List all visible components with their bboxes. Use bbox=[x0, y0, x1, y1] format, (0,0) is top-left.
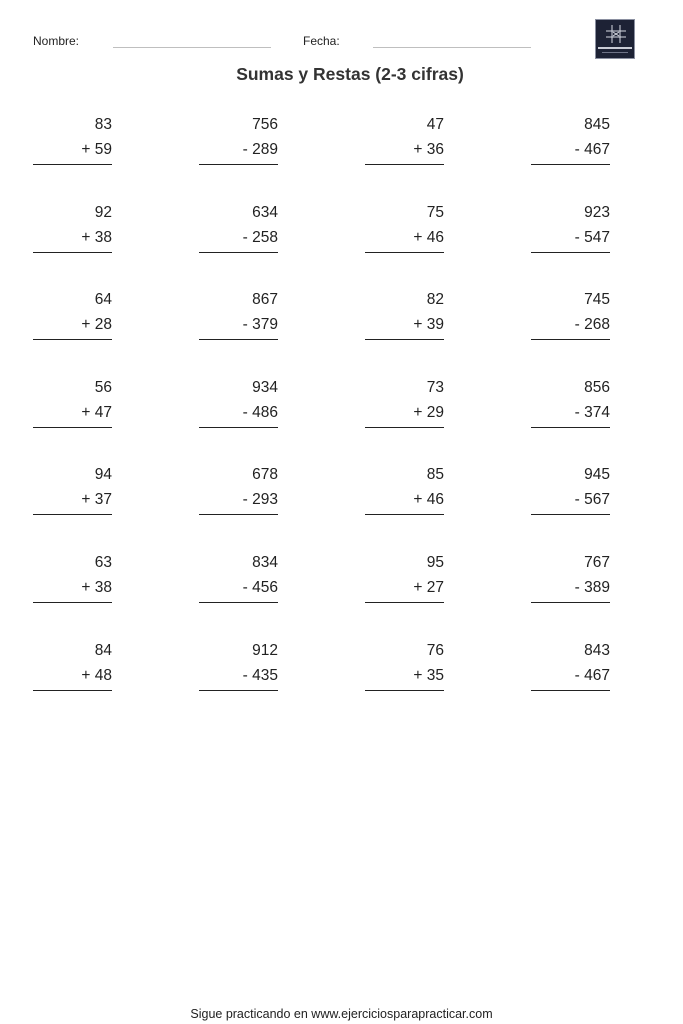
problem-item bbox=[199, 465, 278, 525]
problem-top-number: 47 bbox=[426, 116, 444, 133]
problem-top-number: 912 bbox=[252, 641, 278, 659]
answer-line[interactable] bbox=[33, 514, 112, 515]
problem-item bbox=[33, 641, 112, 701]
problem-top-number: 934 bbox=[252, 378, 278, 396]
problem-top-number: 634 bbox=[252, 203, 278, 221]
problem-item bbox=[365, 378, 444, 438]
problem-top-number: 945 bbox=[584, 466, 610, 484]
answer-line[interactable] bbox=[531, 690, 610, 691]
answer-line[interactable] bbox=[199, 427, 278, 428]
problem-bottom-operand: + 47 bbox=[81, 403, 112, 421]
problem-bottom-operand: + 38 bbox=[81, 579, 112, 596]
answer-line[interactable] bbox=[365, 602, 444, 603]
problem-item bbox=[531, 641, 610, 701]
problem-item bbox=[365, 641, 444, 701]
problem-bottom-operand: - 389 bbox=[574, 579, 610, 596]
problem-bottom-operand: - 293 bbox=[242, 491, 278, 509]
worksheet-title: Sumas y Restas (2-3 cifras) bbox=[236, 64, 464, 84]
answer-line[interactable] bbox=[531, 514, 610, 515]
problem-top-number: 82 bbox=[426, 291, 444, 309]
name-field-line[interactable] bbox=[113, 47, 271, 48]
problem-item bbox=[199, 203, 278, 263]
problem-item bbox=[531, 203, 610, 263]
logo-subtext-bar bbox=[602, 52, 628, 53]
answer-line[interactable] bbox=[33, 602, 112, 603]
problem-top-number: 767 bbox=[584, 554, 610, 571]
problem-item bbox=[365, 465, 444, 525]
problem-bottom-operand: + 38 bbox=[81, 228, 112, 246]
problem-top-number: 84 bbox=[94, 641, 112, 659]
problem-item bbox=[33, 553, 112, 613]
problem-item bbox=[365, 115, 444, 175]
problem-item bbox=[531, 290, 610, 350]
problem-item bbox=[199, 290, 278, 350]
answer-line[interactable] bbox=[531, 339, 610, 340]
answer-line[interactable] bbox=[531, 427, 610, 428]
answer-line[interactable] bbox=[199, 602, 278, 603]
answer-line[interactable] bbox=[365, 427, 444, 428]
problem-top-number: 678 bbox=[252, 466, 278, 484]
answer-line[interactable] bbox=[365, 252, 444, 253]
logo-text-bar bbox=[598, 47, 632, 49]
problem-item bbox=[531, 115, 610, 175]
problem-item bbox=[199, 641, 278, 701]
problem-bottom-operand: - 374 bbox=[574, 403, 610, 421]
problem-bottom-operand: - 268 bbox=[574, 316, 610, 334]
problem-bottom-operand: + 59 bbox=[81, 141, 112, 158]
footer-text: Sigue practicando en www.ejerciciosparapracticar.com bbox=[190, 1007, 493, 1021]
problem-top-number: 95 bbox=[426, 554, 444, 571]
problem-top-number: 856 bbox=[584, 378, 610, 396]
problem-top-number: 73 bbox=[426, 378, 444, 396]
problem-bottom-operand: - 379 bbox=[242, 316, 278, 334]
problem-item bbox=[199, 115, 278, 175]
problem-bottom-operand: - 289 bbox=[242, 141, 278, 158]
problem-bottom-operand: - 258 bbox=[242, 228, 278, 246]
problem-item bbox=[33, 290, 112, 350]
answer-line[interactable] bbox=[33, 164, 112, 165]
problem-bottom-operand: - 486 bbox=[242, 403, 278, 421]
problem-top-number: 867 bbox=[252, 291, 278, 309]
problem-top-number: 76 bbox=[426, 641, 444, 659]
problem-bottom-operand: - 456 bbox=[242, 579, 278, 596]
problem-bottom-operand: - 547 bbox=[574, 228, 610, 246]
problem-top-number: 756 bbox=[252, 116, 278, 133]
problem-bottom-operand: + 28 bbox=[81, 316, 112, 334]
answer-line[interactable] bbox=[199, 339, 278, 340]
name-label: Nombre: bbox=[33, 34, 80, 48]
problem-top-number: 92 bbox=[94, 203, 112, 221]
problem-top-number: 64 bbox=[94, 291, 112, 309]
logo bbox=[595, 19, 635, 59]
answer-line[interactable] bbox=[33, 252, 112, 253]
answer-line[interactable] bbox=[199, 690, 278, 691]
date-label: Fecha: bbox=[303, 34, 340, 48]
problem-bottom-operand: + 29 bbox=[413, 403, 444, 421]
problem-bottom-operand: + 35 bbox=[413, 666, 444, 684]
answer-line[interactable] bbox=[199, 514, 278, 515]
problem-bottom-operand: - 467 bbox=[574, 141, 610, 158]
problem-item bbox=[199, 553, 278, 613]
answer-line[interactable] bbox=[531, 164, 610, 165]
problem-top-number: 923 bbox=[584, 203, 610, 221]
problem-bottom-operand: + 46 bbox=[413, 228, 444, 246]
answer-line[interactable] bbox=[365, 164, 444, 165]
problem-top-number: 745 bbox=[584, 291, 610, 309]
problem-item bbox=[33, 378, 112, 438]
problem-bottom-operand: + 27 bbox=[413, 579, 444, 596]
answer-line[interactable] bbox=[33, 427, 112, 428]
problem-item bbox=[365, 290, 444, 350]
answer-line[interactable] bbox=[531, 602, 610, 603]
problem-item bbox=[531, 553, 610, 613]
problem-top-number: 843 bbox=[584, 641, 610, 659]
problem-bottom-operand: - 435 bbox=[242, 666, 278, 684]
answer-line[interactable] bbox=[365, 514, 444, 515]
problem-item bbox=[531, 378, 610, 438]
problem-top-number: 85 bbox=[426, 466, 444, 484]
problem-top-number: 63 bbox=[94, 554, 112, 571]
problem-item bbox=[33, 115, 112, 175]
problem-item bbox=[365, 553, 444, 613]
problem-top-number: 83 bbox=[94, 116, 112, 133]
problem-top-number: 75 bbox=[426, 203, 444, 221]
answer-line[interactable] bbox=[199, 252, 278, 253]
answer-line[interactable] bbox=[531, 252, 610, 253]
answer-line[interactable] bbox=[33, 690, 112, 691]
problem-top-number: 845 bbox=[584, 116, 610, 133]
problem-item bbox=[33, 465, 112, 525]
answer-line[interactable] bbox=[199, 164, 278, 165]
problem-bottom-operand: + 37 bbox=[81, 491, 112, 509]
answer-line[interactable] bbox=[33, 339, 112, 340]
answer-line[interactable] bbox=[365, 339, 444, 340]
problem-bottom-operand: + 46 bbox=[413, 491, 444, 509]
problem-item bbox=[199, 378, 278, 438]
problem-bottom-operand: + 36 bbox=[413, 141, 444, 158]
date-field-line[interactable] bbox=[373, 47, 531, 48]
problem-top-number: 56 bbox=[94, 378, 112, 396]
problem-top-number: 94 bbox=[94, 466, 112, 484]
answer-line[interactable] bbox=[365, 690, 444, 691]
grid-logo-icon bbox=[604, 23, 628, 45]
problem-item bbox=[33, 203, 112, 263]
problem-bottom-operand: - 567 bbox=[574, 491, 610, 509]
problem-top-number: 834 bbox=[252, 554, 278, 571]
problem-item bbox=[365, 203, 444, 263]
problem-bottom-operand: + 48 bbox=[81, 666, 112, 684]
problem-item bbox=[531, 465, 610, 525]
problem-bottom-operand: - 467 bbox=[574, 666, 610, 684]
problem-bottom-operand: + 39 bbox=[413, 316, 444, 334]
